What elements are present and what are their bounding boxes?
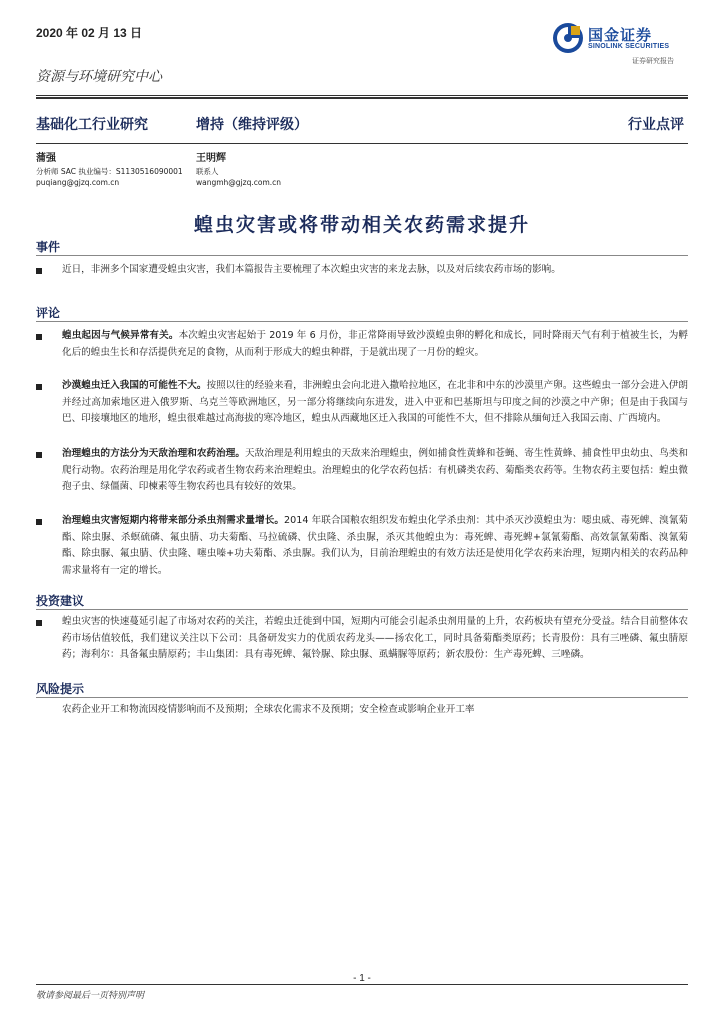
section-divider [36, 697, 688, 698]
report-date: 2020 年 02 月 13 日 [36, 26, 143, 40]
comment-lead: 蝗虫起因与气候异常有关。 [62, 330, 179, 341]
header-divider [36, 95, 688, 96]
comment-item [36, 328, 688, 361]
section-divider [36, 255, 688, 256]
comment-item [36, 446, 688, 496]
bullet-square-icon [36, 620, 42, 626]
footer-divider [36, 984, 688, 985]
bullet-square-icon [36, 384, 42, 390]
comment-lead: 治理蝗虫的方法分为天敌治理和农药治理。 [62, 448, 245, 459]
title-row [36, 114, 688, 136]
comment-text: 天敌治理是利用蝗虫的天敌来治理蝗虫，例如捕食性黄蜂和苍蝇、寄生性黄蜂、捕食性甲虫幼虫、鸟类和爬行动物。农药治理是用化学农药或者生物农药来治理蝗虫。治理蝗虫的化学农药包括：有机磷类农药、菊酯类农药等。生物农药主要包括：蝗虫微孢子虫、绿僵菌、印楝素等生物农药也具有较好的效果。 [62, 448, 689, 492]
report-category-label: 证券研究报告 [632, 57, 674, 65]
bullet-square-icon [36, 452, 42, 458]
logo-english-name: SINOLINK SECURITIES [588, 43, 670, 50]
comment-lead: 沙漠蝗虫迁入我国的可能性不大。 [62, 380, 207, 391]
section-divider [36, 609, 688, 610]
section-heading-risk: 风险提示 [36, 682, 85, 696]
header-divider-thick [36, 97, 688, 99]
title-divider [36, 143, 688, 144]
author-name: 王明辉 [196, 153, 226, 164]
advice-item [36, 614, 688, 664]
section-heading-event: 事件 [36, 240, 61, 254]
comment-text: 本次蝗虫灾害起始于 2019 年 6 月份，非正常降雨导致沙漠蝗虫卵的孵化和成长，同时降雨天气有利于植被生长，为孵化后的蝗虫生长和存活提供充足的食物，从而利于形成大的蝗虫种群，于是就出现了一月份的蝗灾。 [62, 330, 689, 358]
comment-item [36, 513, 688, 579]
section-heading-comment: 评论 [36, 306, 61, 320]
disclaimer-note: 敬请参阅最后一页特别声明 [36, 991, 145, 1001]
advice-text: 蝗虫灾害的快速蔓延引起了市场对农药的关注，若蝗虫迁徙到中国，短期内可能会引起杀虫剂用量的上升，农药板块有望充分受益。结合目前整体农药市场估值较低，我们建议关注以下公司：具备研发实力的优质农药龙头——扬农化工，同时具备菊酯类原药；长青股份：具有三唑磷、氟虫腈原药；海利尔：具备氟虫腈原药；丰山集团：具有毒死蜱、氟铃脲、除虫脲、虱螨脲等原药；新农股份：生产毒死蜱、三唑磷。 [62, 616, 688, 660]
comment-lead: 治理蝗虫灾害短期内将带来部分杀虫剂需求量增长。 [62, 515, 285, 526]
comment-item [36, 378, 688, 428]
author-block [196, 153, 281, 188]
comment-text: 按照以往的经验来看，非洲蝗虫会向北进入撒哈拉地区，在北非和中东的沙漠里产卵。这些蝗虫一部分会进入伊朗并经过高加索地区进入俄罗斯、乌克兰等欧洲地区，另一部分将继续向东进发，进入中亚和巴基斯坦与印度之间的沙漠之中产卵；但是由于我国与巴、印接壤地区的地形，蝗虫很难越过高海拔的寒冷地区，蝗虫从西藏地区迁入我国的可能性不大，但不排除从缅甸迁入我国云南、广西境内。 [62, 380, 689, 424]
author-name: 蒲强 [36, 153, 56, 164]
section-heading-advice: 投资建议 [36, 594, 85, 608]
logo-chinese-name: 国金证券 [588, 26, 653, 44]
author-role: 分析师 SAC 执业编号：S1130516090001 [36, 167, 183, 176]
industry-label: 基础化工行业研究 [36, 117, 148, 133]
research-center-name: 资源与环境研究中心 [36, 69, 162, 85]
comment-text: 2014 年联合国粮农组织发布蝗虫化学杀虫剂：其中杀灭沙漠蝗虫为：噁虫威、毒死蜱、溴氰菊酯、除虫脲、杀螟硫磷、氟虫腈、功夫菊酯、马拉硫磷、伏虫隆、杀虫脲，杀灭其他蝗虫为：毒死蜱、毒死蜱+氯氰菊酯、高效氯氰菊酯、溴氰菊酯、除虫脲、氟虫腈、伏虫隆、噻虫嗪+功夫菊酯、杀虫脲。我们认为，目前治理蝗虫的有效方法还是使用化学农药来治理，短期内相关的农药品种需求量将有一定的增长。 [62, 515, 689, 576]
event-text: 近日，非洲多个国家遭受蝗虫灾害，我们本篇报告主要梳理了本次蝗虫灾害的来龙去脉，以及对后续农药市场的影响。 [62, 264, 561, 275]
bullet-square-icon [36, 334, 42, 340]
report-type-label: 行业点评 [628, 117, 684, 133]
document-title: 蝗虫灾害或将带动相关农药需求提升 [193, 214, 530, 236]
bullet-square-icon [36, 519, 42, 525]
author-email: puqiang@gjzq.com.cn [36, 178, 120, 187]
risk-text: 农药企业开工和物流因疫情影响而不及预期；全球农化需求不及预期；安全检查或影响企业开工率 [62, 704, 475, 715]
sinolink-logo-icon [552, 22, 584, 54]
bullet-square-icon [36, 268, 42, 274]
event-item [36, 262, 688, 279]
page-number: - 1 - [353, 973, 371, 984]
author-email: wangmh@gjzq.com.cn [196, 178, 282, 187]
rating-label: 增持（维持评级） [196, 117, 308, 133]
author-role: 联系人 [196, 167, 219, 176]
section-divider [36, 321, 688, 322]
author-block [36, 153, 183, 188]
